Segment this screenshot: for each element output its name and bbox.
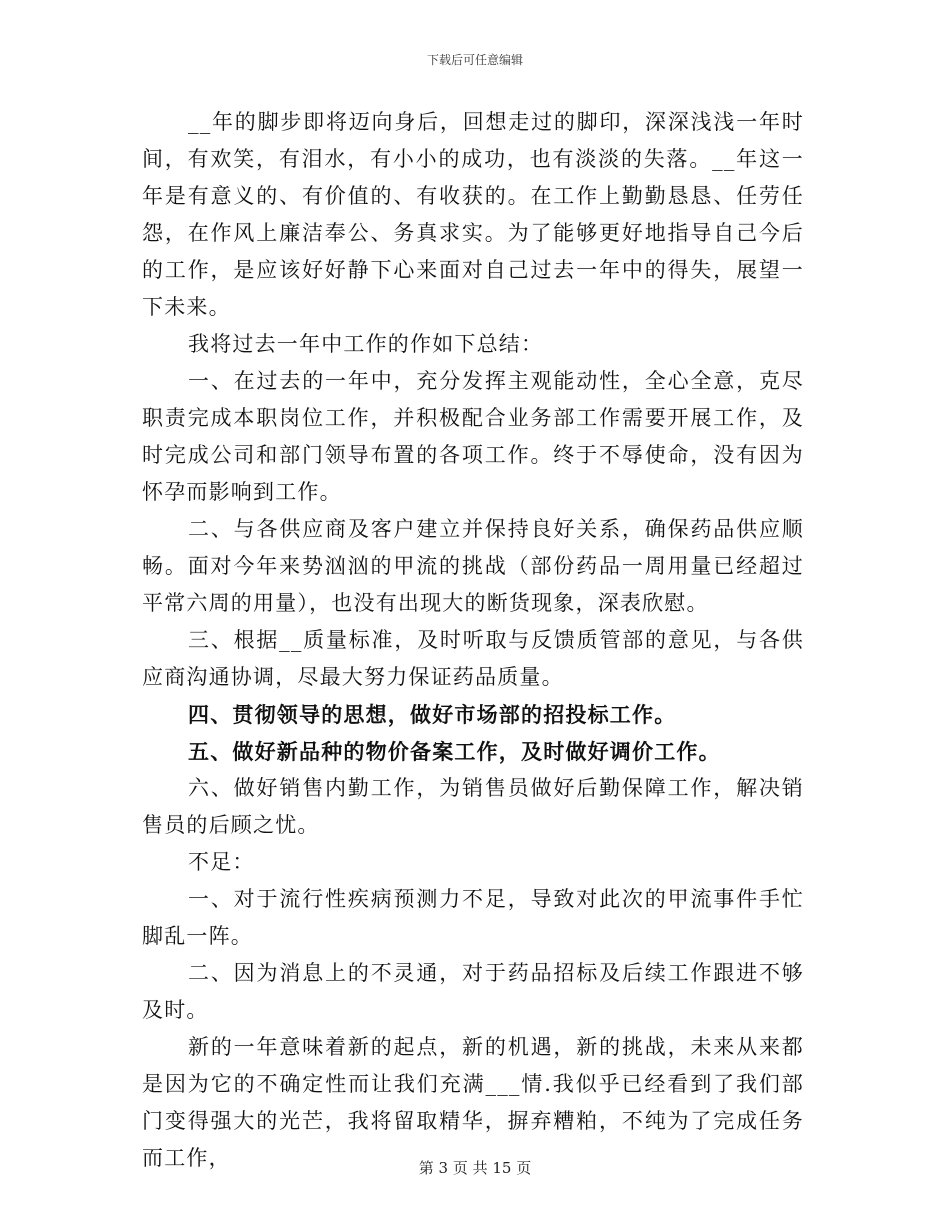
paragraph-shortcomings-heading: 不足：: [188, 850, 255, 874]
paragraph-shortcoming-2: 二、因为消息上的不灵通，对于药品招标及后续工作跟进不够及时。: [142, 961, 804, 1022]
paragraph-shortcoming-1: 一、对于流行性疾病预测力不足，导致对此次的甲流事件手忙脚乱一阵。: [142, 887, 804, 948]
paragraph-intro: __年的脚步即将迈向身后，回想走过的脚印，深深浅浅一年时间，有欢笑，有泪水，有小小的成功，也有淡淡的失落。__年这一年是有意义的、有价值的、有收获的。在工作上勤勤恳恳、任劳任怨，在作风上廉洁奉公、务真求实。为了能够更好地指导自己今后的工作，是应该好好静下心来面对自己过去一年中的得失，展望一下未来。: [142, 110, 804, 319]
paragraph-item-1: 一、在过去的一年中，充分发挥主观能动性，全心全意，克尽职责完成本职岗位工作，并积极配合业务部工作需要开展工作，及时完成公司和部门领导布置的各项工作。终于不辱使命，没有因为怀孕而影响到工作。: [142, 369, 804, 504]
document-body: [142, 104, 804, 1177]
paragraph-item-4: 四、贯彻领导的思想，做好市场部的招投标工作。: [188, 702, 677, 727]
paragraph-item-5: 五、做好新品种的物价备案工作，及时做好调价工作。: [188, 739, 721, 764]
paragraph-outlook: 新的一年意味着新的起点，新的机遇，新的挑战，未来从来都是因为它的不确定性而让我们充满___情.我似乎已经看到了我们部门变得强大的光芒，我将留取精华，摒弃糟粕，不纯为了完成任务而工作，: [142, 1035, 804, 1170]
page-header: 下载后可任意编辑: [426, 53, 523, 67]
page-footer: 第 3 页 共 15 页: [418, 1159, 532, 1177]
paragraph-summary-lead: 我将过去一年中工作的作如下总结：: [188, 332, 544, 356]
paragraph-item-3: 三、根据__质量标准，及时听取与反馈质管部的意见，与各供应商沟通协调，尽最大努力保证药品质量。: [142, 628, 804, 689]
paragraph-item-2: 二、与各供应商及客户建立并保持良好关系，确保药品供应顺畅。面对今年来势汹汹的甲流的挑战（部份药品一周用量已经超过平常六周的用量），也没有出现大的断货现象，深表欣慰。: [142, 517, 804, 615]
paragraph-item-6: 六、做好销售内勤工作，为销售员做好后勤保障工作，解决销售员的后顾之忧。: [142, 776, 804, 837]
